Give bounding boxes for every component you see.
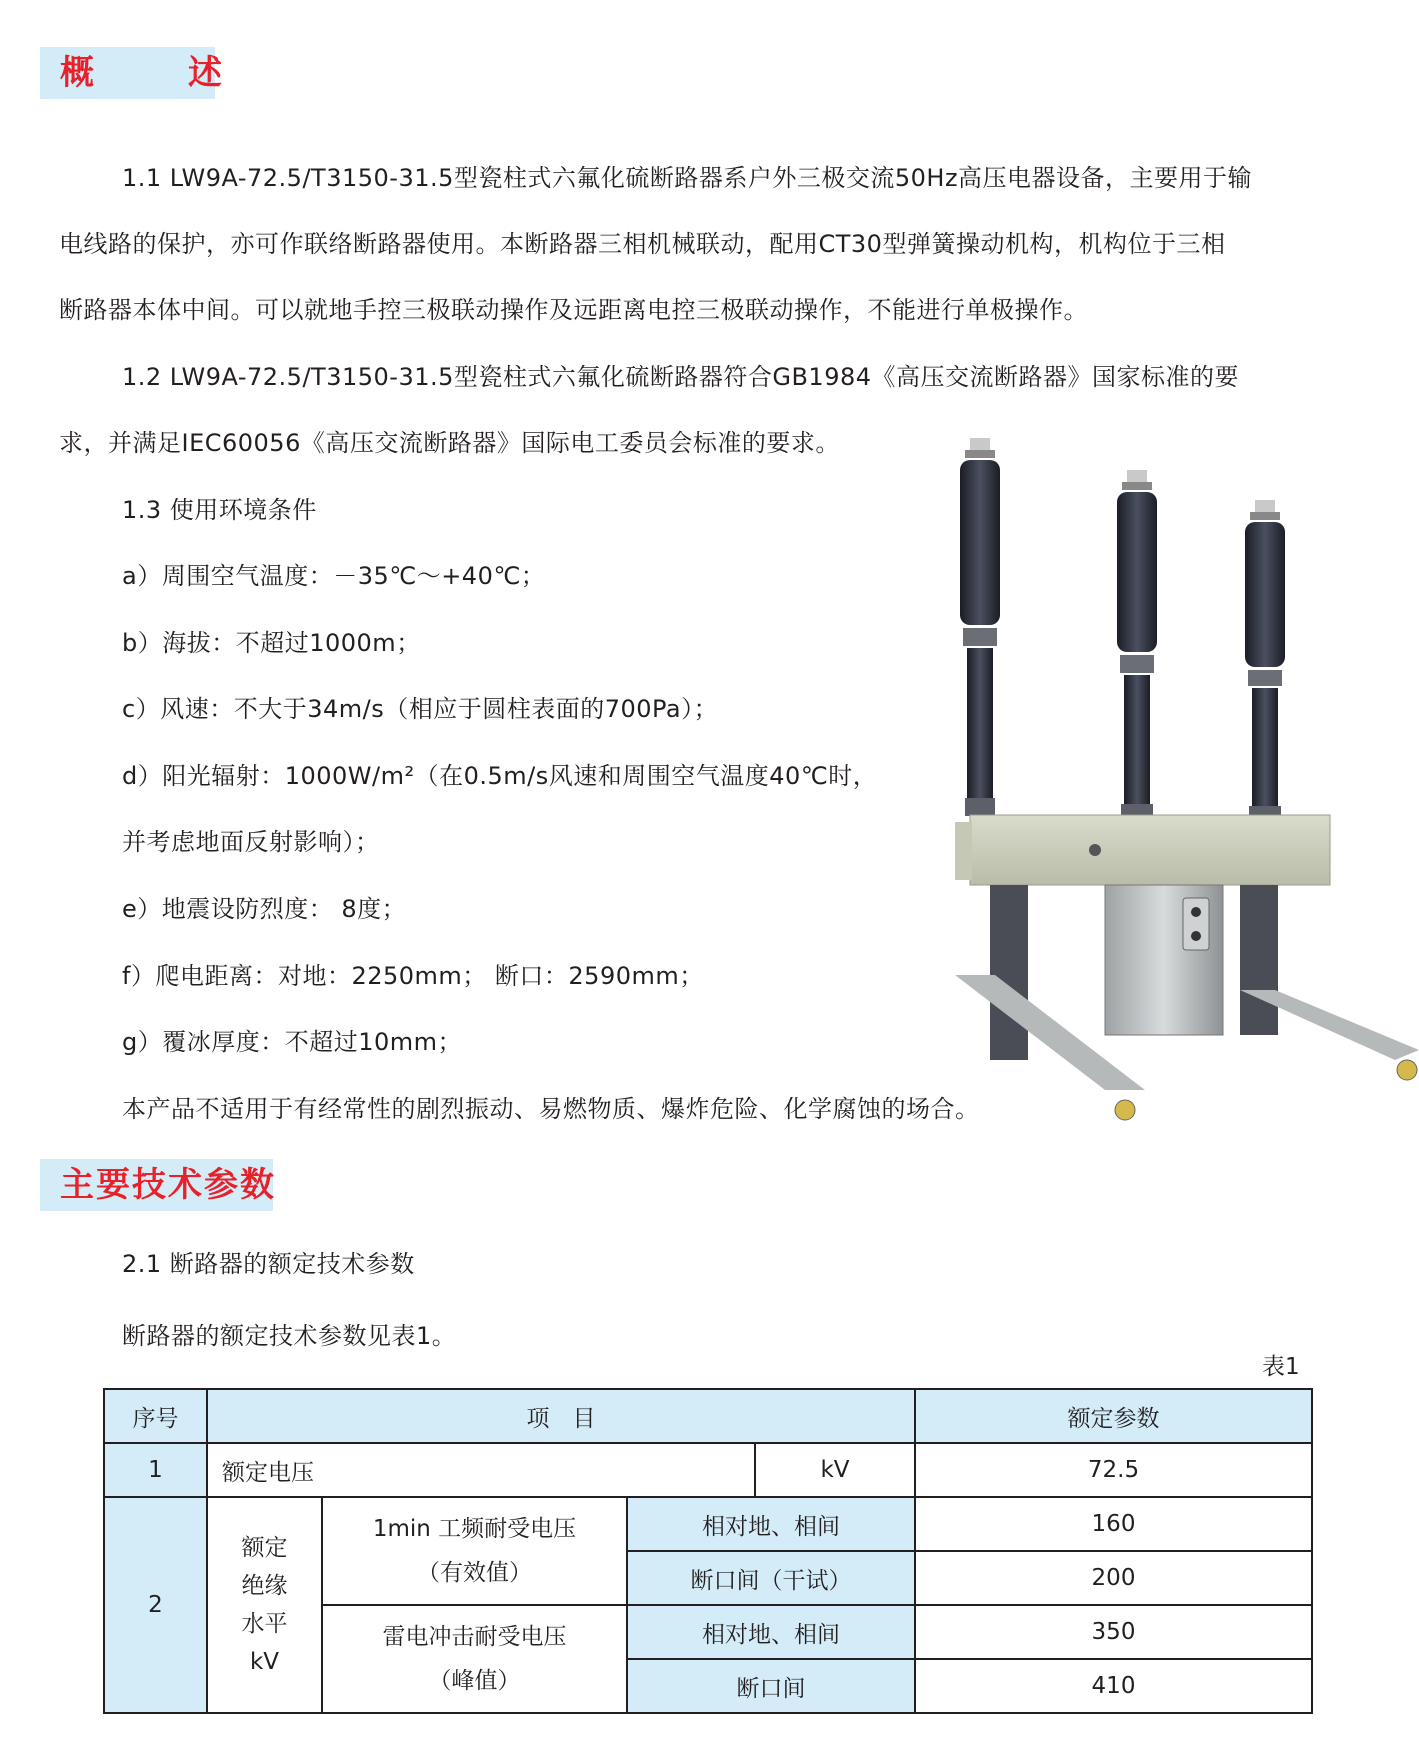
circuit-breaker-photo bbox=[955, 430, 1419, 1150]
cell-seq: 2 bbox=[104, 1497, 207, 1713]
table-caption: 表1 bbox=[1262, 1354, 1300, 1380]
wheel bbox=[1397, 1060, 1417, 1080]
cell-label: 断口间（干试） bbox=[627, 1551, 915, 1605]
subgroup-line: 1min 工频耐受电压 bbox=[372, 1516, 577, 1542]
section-heading-overview: 概 述 bbox=[40, 47, 215, 99]
list-item: a）周围空气温度：－35℃～+40℃； bbox=[122, 562, 546, 590]
insulator-left bbox=[960, 438, 1000, 816]
cell-label: 断口间 bbox=[627, 1659, 915, 1713]
subheading: 2.1 断路器的额定技术参数 bbox=[122, 1250, 415, 1278]
table-row bbox=[104, 1443, 1312, 1497]
section-heading-specs: 主要技术参数 bbox=[40, 1159, 273, 1211]
paragraph-line: 断路器本体中间。可以就地手控三极联动操作及远距离电控三极联动操作，不能进行单极操作。 bbox=[59, 296, 1088, 324]
table-header-row bbox=[104, 1389, 1312, 1443]
group-line: 绝缘 bbox=[241, 1573, 288, 1599]
insulator-middle bbox=[1117, 470, 1157, 818]
cell-label: 相对地、相间 bbox=[627, 1497, 915, 1551]
cell-group bbox=[207, 1497, 322, 1713]
cell-label: 相对地、相间 bbox=[627, 1605, 915, 1659]
list-item: g）覆冰厚度：不超过10mm； bbox=[122, 1028, 463, 1056]
cell-value: 200 bbox=[915, 1551, 1312, 1605]
insulator-right bbox=[1245, 500, 1285, 818]
header-rated: 额定参数 bbox=[915, 1389, 1312, 1443]
paragraph-line: 1.2 LW9A-72.5/T3150-31.5型瓷柱式六氟化硫断路器符合GB1984《高压交流断路器》国家标准的要 bbox=[122, 363, 1240, 391]
list-heading: 1.3 使用环境条件 bbox=[122, 496, 317, 524]
list-item: e）地震设防烈度： 8度； bbox=[122, 895, 407, 923]
table-row bbox=[104, 1497, 1312, 1551]
frame-beam bbox=[955, 815, 1330, 885]
list-item: b）海拔：不超过1000m； bbox=[122, 629, 421, 657]
subgroup-line: 雷电冲击耐受电压 bbox=[382, 1624, 567, 1650]
wheel bbox=[1115, 1100, 1135, 1120]
paragraph-line: 断路器的额定技术参数见表1。 bbox=[122, 1322, 457, 1350]
paragraph-line: 求，并满足IEC60056《高压交流断路器》国际电工委员会标准的要求。 bbox=[59, 429, 840, 457]
cell-value: 350 bbox=[915, 1605, 1312, 1659]
list-item: c）风速：不大于34m/s（相应于圆柱表面的700Pa）； bbox=[122, 695, 719, 723]
group-line: 额定 bbox=[241, 1535, 288, 1561]
cell-item: 额定电压 bbox=[207, 1443, 755, 1497]
list-item: d）阳光辐射：1000W/m²（在0.5m/s风速和周围空气温度40℃时， bbox=[122, 762, 878, 790]
paragraph-line: 本产品不适用于有经常性的剧烈振动、易燃物质、爆炸危险、化学腐蚀的场合。 bbox=[122, 1095, 980, 1123]
cell-unit: kV bbox=[755, 1443, 915, 1497]
subgroup-line: （有效值） bbox=[417, 1560, 532, 1586]
cell-value: 72.5 bbox=[915, 1443, 1312, 1497]
cell-value: 160 bbox=[915, 1497, 1312, 1551]
header-seq: 序号 bbox=[104, 1389, 207, 1443]
subgroup-line: （峰值） bbox=[428, 1668, 521, 1694]
paragraph-line: 1.1 LW9A-72.5/T3150-31.5型瓷柱式六氟化硫断路器系户外三极交流50Hz高压电器设备，主要用于输 bbox=[122, 164, 1253, 192]
support-leg-left bbox=[990, 885, 1028, 1060]
cell-seq: 1 bbox=[104, 1443, 207, 1497]
spec-table bbox=[103, 1388, 1313, 1714]
cell-value: 410 bbox=[915, 1659, 1312, 1713]
header-item: 项 目 bbox=[207, 1389, 915, 1443]
cell-subgroup bbox=[322, 1497, 627, 1605]
cell-subgroup bbox=[322, 1605, 627, 1713]
group-line: 水平 bbox=[241, 1611, 288, 1637]
list-item: 并考虑地面反射影响）； bbox=[122, 828, 380, 856]
group-line: kV bbox=[249, 1649, 280, 1675]
list-item: f）爬电距离：对地：2250mm； 断口：2590mm； bbox=[122, 962, 704, 990]
mechanism-cabinet bbox=[1105, 885, 1223, 1035]
paragraph-line: 电线路的保护，亦可作联络断路器使用。本断路器三相机械联动，配用CT30型弹簧操动机构，机构位于三相 bbox=[59, 230, 1226, 258]
support-leg-right bbox=[1240, 885, 1278, 1035]
